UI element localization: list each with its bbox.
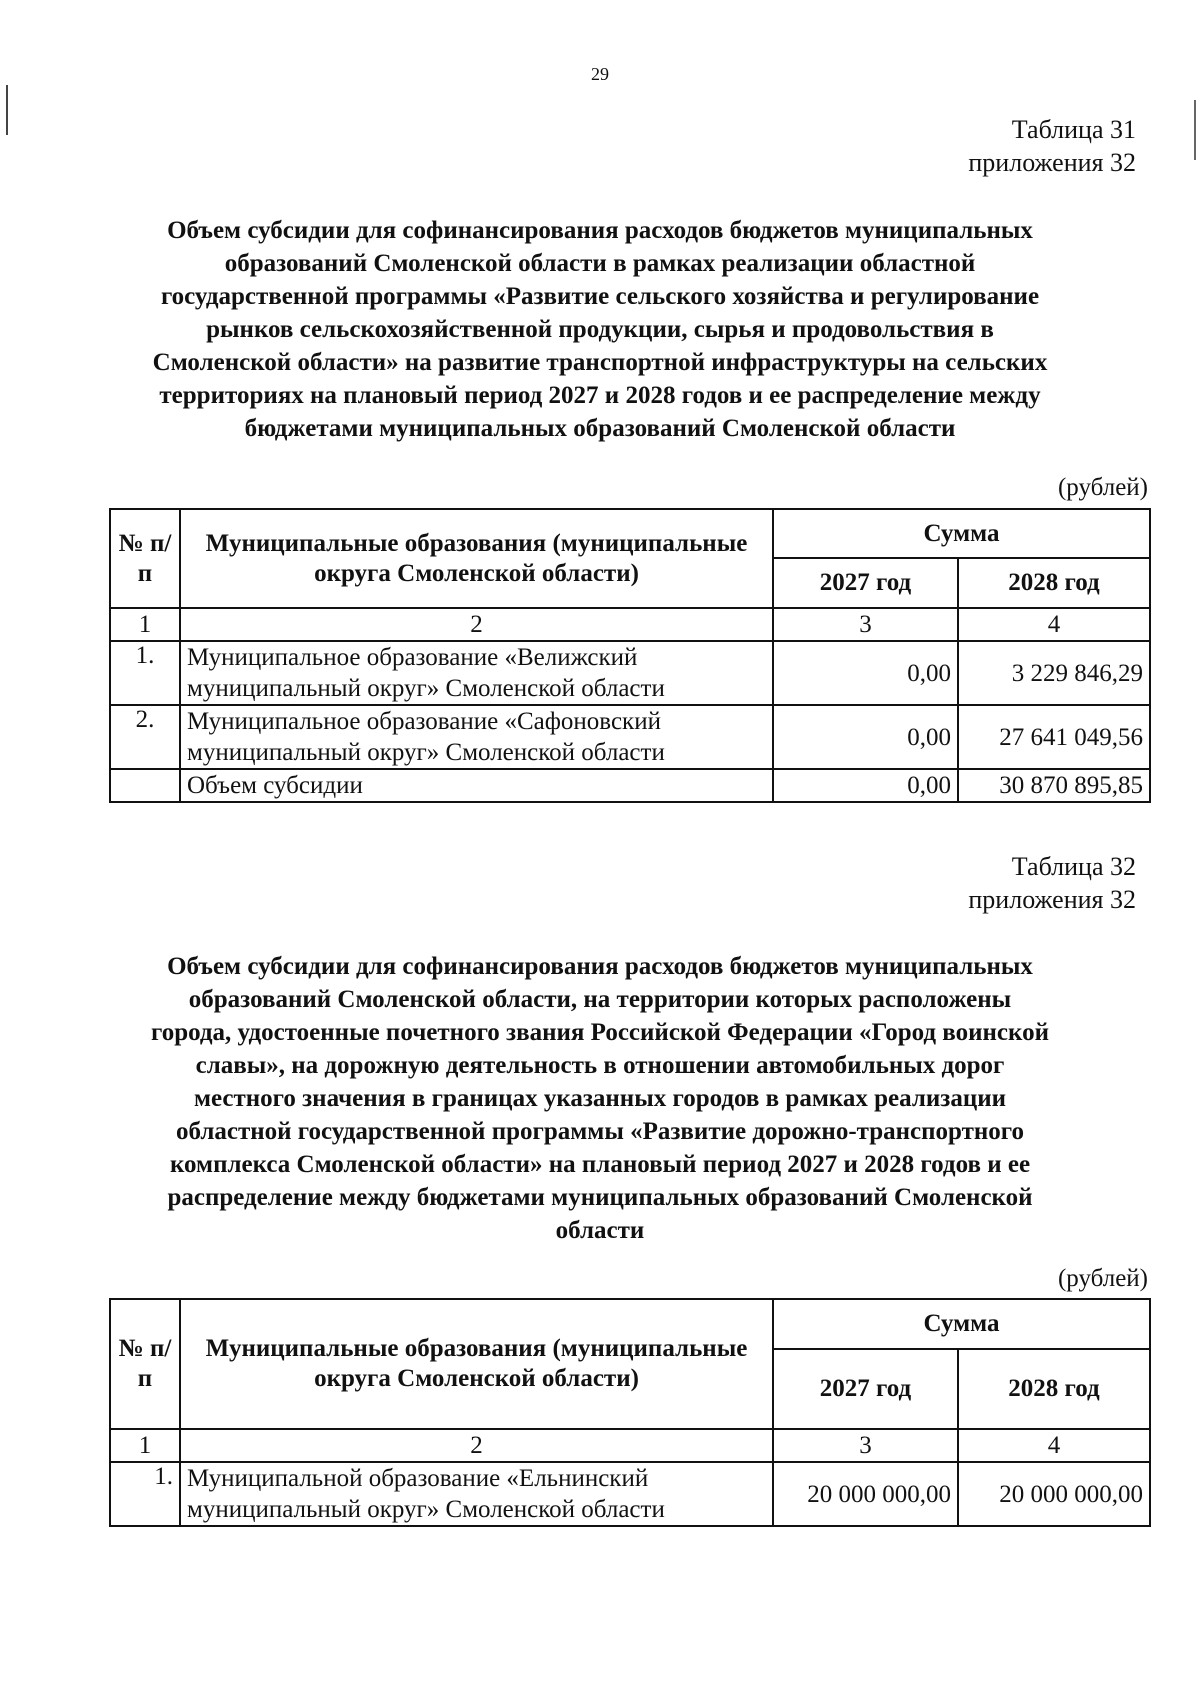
heading-line: областной государственной программы «Развитие дорожно-транспортного <box>175 1118 1025 1145</box>
heading-line: города, удостоенные почетного звания Российской Федерации «Город воинской <box>150 1019 1050 1046</box>
table-header-row <box>110 509 1150 558</box>
name-line: Муниципальной образование «Ельнинский <box>187 1465 649 1492</box>
column-number: 2 <box>180 1429 773 1462</box>
name-line: муниципальный округ» Смоленской области <box>187 739 665 766</box>
total-2028: 30 870 895,85 <box>958 769 1150 802</box>
table-reference <box>968 850 1136 916</box>
row-number: 1. <box>110 1462 180 1526</box>
table-reference <box>968 113 1136 179</box>
column-number-row <box>110 608 1150 641</box>
heading-line: местного значения в границах указанных городов в рамках реализации <box>193 1085 1007 1112</box>
column-number: 3 <box>773 608 958 641</box>
total-label: Объем субсидии <box>180 769 773 802</box>
heading-line: образований Смоленской области в рамках реализации областной <box>224 250 976 277</box>
heading-line: бюджетами муниципальных образований Смоленской области <box>244 415 956 442</box>
amount-2027: 0,00 <box>773 705 958 769</box>
heading-line: Объем субсидии для софинансирования расходов бюджетов муниципальных <box>167 217 1033 244</box>
row-number <box>110 769 180 802</box>
scan-edge-mark <box>6 85 8 135</box>
header-sum: Сумма <box>773 509 1150 558</box>
scan-edge-mark <box>1194 100 1196 160</box>
column-number: 2 <box>180 608 773 641</box>
table-heading <box>100 214 1100 445</box>
heading-line: Объем субсидии для софинансирования расходов бюджетов муниципальных <box>167 953 1033 980</box>
header-number: № п/п <box>110 509 180 608</box>
table-row <box>110 1462 1150 1526</box>
municipality-name <box>180 705 773 769</box>
name-line: Муниципальное образование «Сафоновский <box>187 708 661 735</box>
municipality-name <box>180 641 773 705</box>
header-year-2027: 2027 год <box>773 1349 958 1429</box>
appendix-reference: приложения 32 <box>968 148 1136 177</box>
column-number: 3 <box>773 1429 958 1462</box>
amount-2028: 27 641 049,56 <box>958 705 1150 769</box>
table-row <box>110 641 1150 705</box>
row-number: 2. <box>110 705 180 769</box>
header-sum: Сумма <box>773 1299 1150 1349</box>
heading-line: комплекса Смоленской области» на плановый период 2027 и 2028 годов и ее <box>169 1151 1031 1178</box>
name-line: муниципальный округ» Смоленской области <box>187 1496 665 1523</box>
table-number: Таблица 32 <box>1011 852 1136 881</box>
table-number: Таблица 31 <box>1011 115 1136 144</box>
table-header-row <box>110 1299 1150 1349</box>
subsidy-table-32 <box>109 1298 1151 1527</box>
municipality-name <box>180 1462 773 1526</box>
column-number: 4 <box>958 608 1150 641</box>
header-year-2028: 2028 год <box>958 1349 1150 1429</box>
column-number: 4 <box>958 1429 1150 1462</box>
heading-line: славы», на дорожную деятельность в отношении автомобильных дорог <box>195 1052 1005 1079</box>
row-number: 1. <box>110 641 180 705</box>
name-line: муниципальный округ» Смоленской области <box>187 675 665 702</box>
heading-line: Смоленской области» на развитие транспортной инфраструктуры на сельских <box>152 349 1048 376</box>
page-number: 29 <box>591 64 609 84</box>
amount-2028: 3 229 846,29 <box>958 641 1150 705</box>
column-number-row <box>110 1429 1150 1462</box>
table-row <box>110 705 1150 769</box>
heading-line: распределение между бюджетами муниципальных образований Смоленской <box>167 1184 1033 1211</box>
column-number: 1 <box>110 608 180 641</box>
header-year-2028: 2028 год <box>958 558 1150 608</box>
header-year-2027: 2027 год <box>773 558 958 608</box>
heading-line: рынков сельскохозяйственной продукции, сырья и продовольствия в <box>206 316 994 343</box>
amount-2027: 20 000 000,00 <box>773 1462 958 1526</box>
heading-line: образований Смоленской области, на территории которых расположены <box>188 986 1012 1013</box>
total-row <box>110 769 1150 802</box>
subsidy-table-31 <box>109 508 1151 803</box>
name-line: Муниципальное образование «Велижский <box>187 644 638 671</box>
amount-2027: 0,00 <box>773 641 958 705</box>
header-number: № п/п <box>110 1299 180 1429</box>
total-2027: 0,00 <box>773 769 958 802</box>
header-municipality: Муниципальные образования (муниципальные округа Смоленской области) <box>180 1299 773 1429</box>
heading-line: территориях на плановый период 2027 и 2028 годов и ее распределение между <box>159 382 1041 409</box>
table-heading <box>100 950 1100 1247</box>
unit-label: (рублей) <box>1057 1265 1148 1292</box>
header-municipality: Муниципальные образования (муниципальные округа Смоленской области) <box>180 509 773 608</box>
amount-2028: 20 000 000,00 <box>958 1462 1150 1526</box>
unit-label: (рублей) <box>1057 474 1148 501</box>
column-number: 1 <box>110 1429 180 1462</box>
heading-line: области <box>555 1217 645 1244</box>
heading-line: государственной программы «Развитие сельского хозяйства и регулирование <box>160 283 1040 310</box>
appendix-reference: приложения 32 <box>968 885 1136 914</box>
